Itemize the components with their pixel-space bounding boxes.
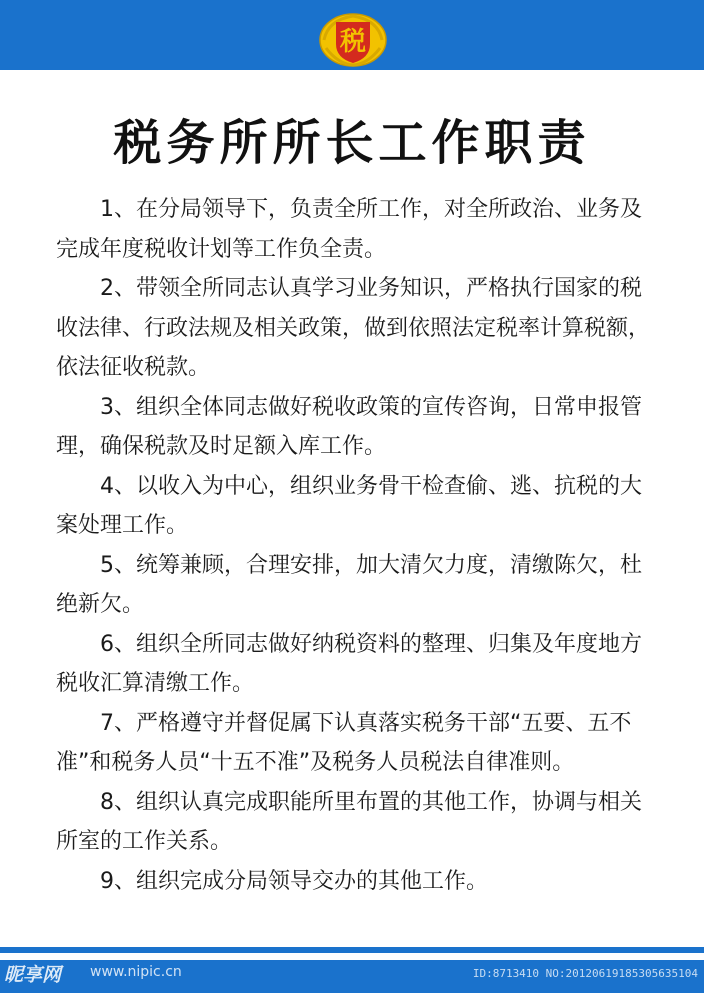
duty-item-2: 2、带领全所同志认真学习业务知识，严格执行国家的税收法律、行政法规及相关政策，做到依照法定税率计算税额，依法征收税款。 [56, 276, 651, 380]
emblem-character: 税 [339, 27, 367, 57]
duty-item-6: 6、组织全所同志做好纳税资料的整理、归集及年度地方税收汇算清缴工作。 [56, 631, 642, 696]
duty-item-5: 5、统筹兼顾，合理安排，加大清欠力度，清缴陈欠，杜绝新欠。 [56, 552, 642, 617]
duty-item-8: 8、组织认真完成职能所里布置的其他工作，协调与相关所室的工作关系。 [56, 789, 642, 854]
page-title: 税务所所长工作职责 [113, 115, 591, 171]
duty-item-7: 7、严格遵守并督促属下认真落实税务干部“五要、五不准”和税务人员“十五不准”及税务人员税法自律准则。 [56, 710, 632, 775]
tax-bureau-emblem-icon [316, 10, 390, 68]
duty-item-1: 1、在分局领导下，负责全所工作，对全所政治、业务及完成年度税收计划等工作负全责。 [56, 197, 642, 262]
duty-item-9: 9、组织完成分局领导交办的其他工作。 [100, 868, 488, 894]
bottom-stripe [0, 947, 704, 953]
duty-item-4: 4、以收入为中心，组织业务骨干检查偷、逃、抗税的大案处理工作。 [56, 473, 642, 538]
watermark-logo: 昵享网 [4, 964, 62, 986]
watermark-id: ID:8713410 NO:20120619185305635104 [472, 967, 698, 980]
watermark-url: www.nipic.cn [90, 964, 182, 980]
duty-item-3: 3、组织全体同志做好税收政策的宣传咨询，日常申报管理，确保税款及时足额入库工作。 [56, 394, 642, 459]
duties-list [56, 190, 656, 901]
